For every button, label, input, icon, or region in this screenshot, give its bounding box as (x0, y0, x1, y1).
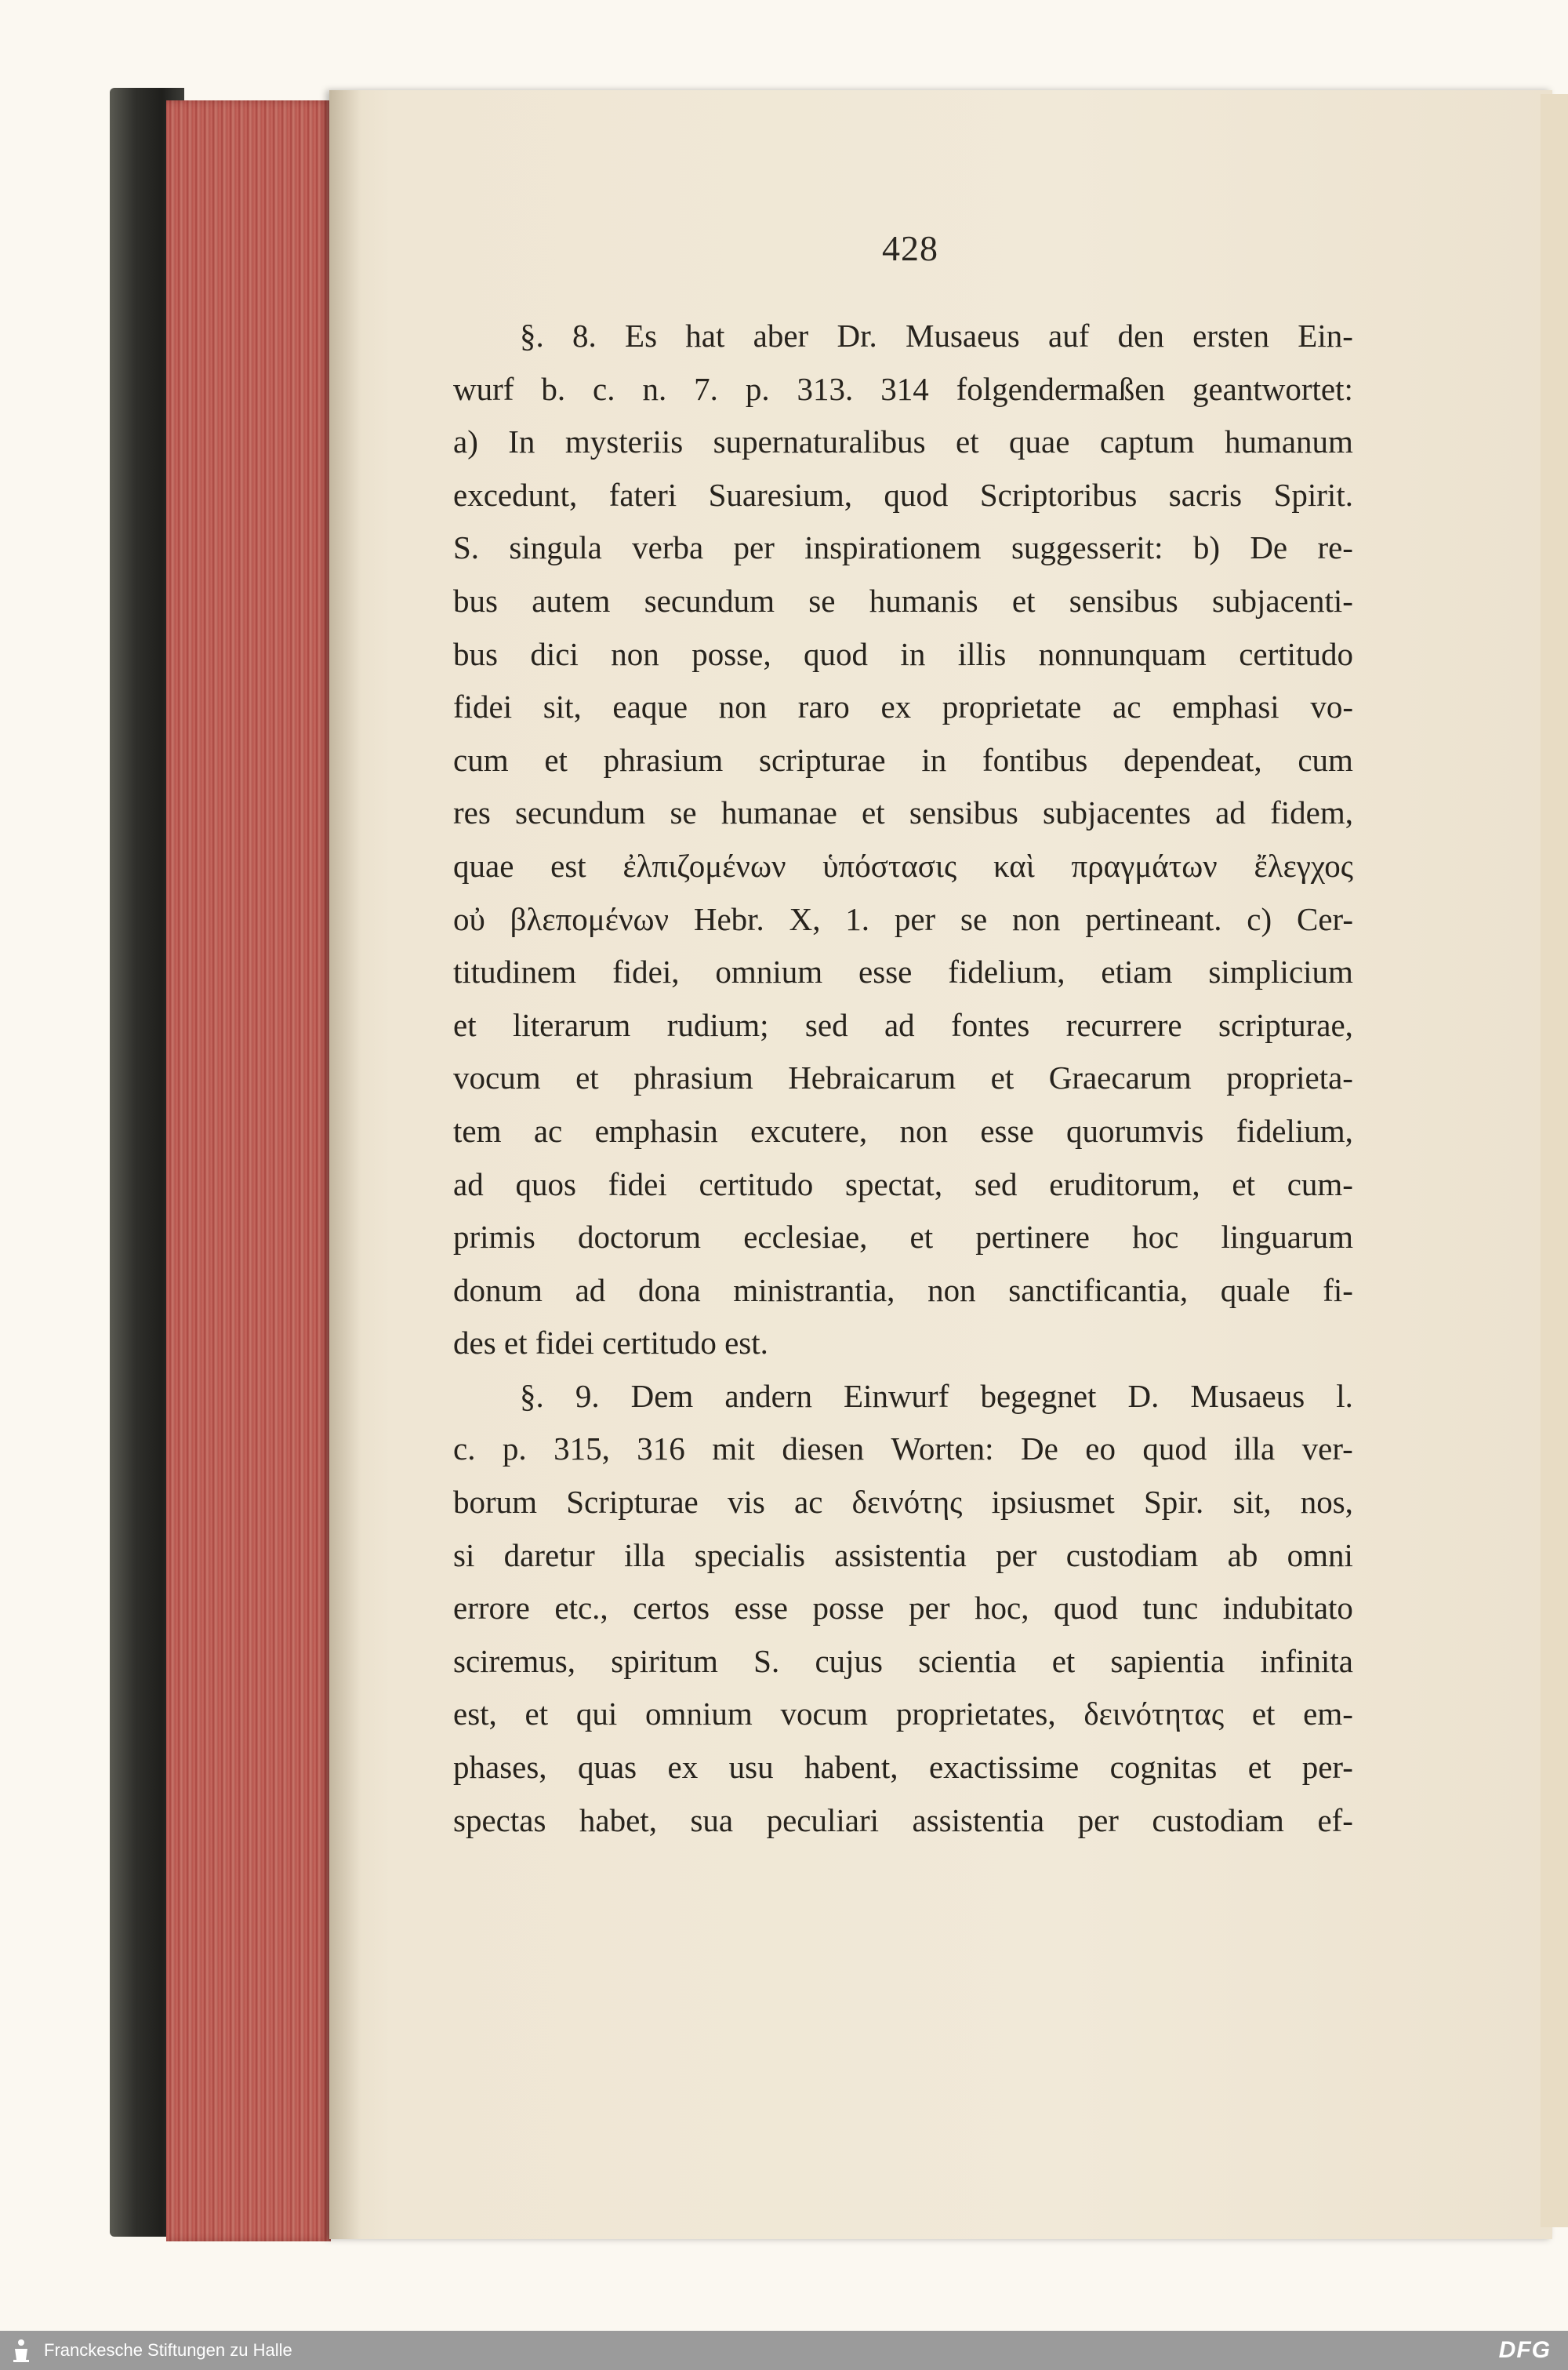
text-line: quae est ἐλπιζομένων ὑπόστασις καὶ πραγμάτων ἔλεγχος (453, 847, 1353, 884)
text-line: cum et phrasium scripturae in fontibus dependeat, cum (453, 741, 1353, 778)
text-line: et literarum rudium; sed ad fontes recurrere scripturae, (453, 1006, 1353, 1043)
text-line: si daretur illa specialis assistentia per custodiam ab omni (453, 1536, 1353, 1573)
dfg-logo: DFG (1498, 2337, 1551, 2363)
text-line: S. singula verba per inspirationem suggesserit: b) De re- (453, 529, 1353, 566)
text-line: titudinem fidei, omnium esse fidelium, etiam simplicium (453, 954, 1353, 991)
text-line: fidei sit, eaque non raro ex proprietate ac emphasi vo- (453, 689, 1353, 725)
text-line: excedunt, fateri Suaresium, quod Scriptoribus sacris Spirit. (453, 476, 1353, 513)
text-line: bus autem secundum se humanis et sensibus subjacenti- (453, 582, 1353, 619)
text-line: wurf b. c. n. 7. p. 313. 314 folgendermaßen geantwortet: (453, 370, 1353, 407)
page-number: 428 (882, 228, 938, 268)
text-line: a) In mysteriis supernaturalibus et quae captum humanum (453, 423, 1353, 460)
franckesche-logo-icon (8, 2335, 34, 2365)
footer-institution (0, 2335, 292, 2365)
text-line: sciremus, spiritum S. cujus scientia et sapientia infinita (453, 1642, 1353, 1679)
text-line: des et fidei certitudo est. (453, 1325, 768, 1361)
text-line: c. p. 315, 316 mit diesen Worten: De eo quod illa ver- (453, 1430, 1353, 1467)
text-line: donum ad dona ministrantia, non sanctificantia, quale fi- (453, 1271, 1353, 1308)
text-line: οὐ βλεπομένων Hebr. X, 1. per se non pertineant. c) Cer- (453, 900, 1353, 937)
text-line: spectas habet, sua peculiari assistentia per custodiam ef- (453, 1801, 1353, 1838)
institution-label: Franckesche Stiftungen zu Halle (44, 2340, 292, 2360)
text-line: errore etc., certos esse posse per hoc, quod tunc indubitato (453, 1590, 1353, 1627)
text-line: bus dici non posse, quod in illis nonnunquam certitudo (453, 635, 1353, 672)
text-line: ad quos fidei certitudo spectat, sed eruditorum, et cum- (453, 1165, 1353, 1202)
page-edges (166, 100, 331, 2241)
footer-bar (0, 2331, 1568, 2370)
text-line: res secundum se humanae et sensibus subjacentes ad fidem, (453, 794, 1353, 831)
page-gutter-shadow (329, 90, 361, 2239)
text-line: §. 9. Dem andern Einwurf begegnet D. Musaeus l. (520, 1377, 1353, 1414)
text-line: primis doctorum ecclesiae, et pertinere hoc linguarum (453, 1219, 1353, 1256)
next-page-edge (1541, 94, 1568, 2227)
text-line: est, et qui omnium vocum proprietates, δεινότητας et em- (453, 1696, 1353, 1732)
text-line: §. 8. Es hat aber Dr. Musaeus auf den ersten Ein- (520, 318, 1353, 354)
text-line: borum Scripturae vis ac δεινότης ipsiusmet Spir. sit, nos, (453, 1484, 1353, 1521)
text-line: phases, quas ex usu habent, exactissime cognitas et per- (453, 1749, 1353, 1786)
body-text (453, 310, 1353, 1847)
text-line: tem ac emphasin excutere, non esse quorumvis fidelium, (453, 1112, 1353, 1149)
text-line: vocum et phrasium Hebraicarum et Graecarum proprieta- (453, 1060, 1353, 1096)
